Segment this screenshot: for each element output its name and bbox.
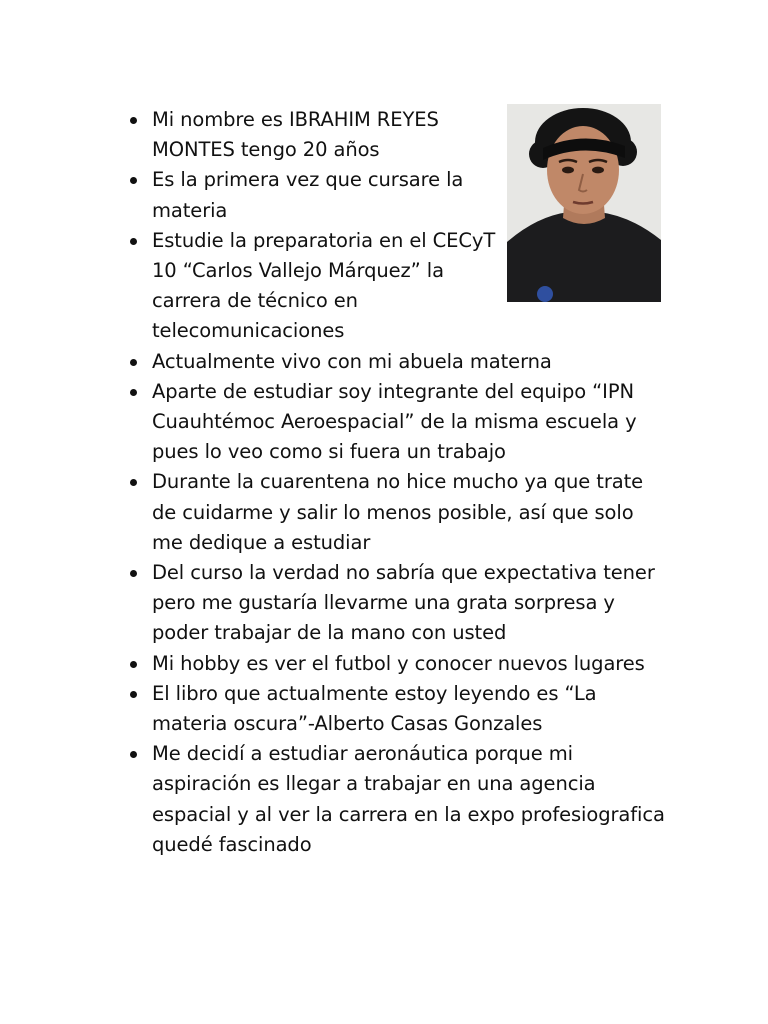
bullet-text: Actualmente vivo con mi abuela materna bbox=[152, 349, 552, 373]
bullet-item-team bbox=[152, 377, 667, 468]
bullet-text: Durante la cuarentena no hice mucho ya que trate de cuidarme y salir lo menos posible, así que solo me dedique a estudiar bbox=[152, 470, 644, 554]
bullet-text: Del curso la verdad no sabría que expectativa tener pero me gustaría llevarme una grata sorpresa y poder trabajar de la mano con usted bbox=[152, 561, 655, 645]
bullet-text: Es la primera vez que cursare la materia bbox=[152, 168, 464, 222]
bullet-dot bbox=[130, 691, 137, 698]
bullet-dot bbox=[130, 479, 137, 486]
bullet-item-aeronautics bbox=[152, 739, 667, 860]
bullet-text: Mi nombre es IBRAHIM REYES MONTES tengo 20 años bbox=[152, 108, 439, 162]
bullet-item-book bbox=[152, 679, 667, 739]
bullet-dot bbox=[130, 389, 137, 396]
profile-photo bbox=[507, 104, 661, 302]
bullet-dot bbox=[130, 117, 137, 124]
bullet-text: El libro que actualmente estoy leyendo es “La materia oscura”-Alberto Casas Gonzales bbox=[152, 681, 597, 736]
bullet-item-high-school bbox=[152, 226, 502, 347]
bullet-item-course bbox=[152, 558, 667, 649]
bullet-item-quarantine bbox=[152, 467, 667, 558]
bullet-dot bbox=[130, 177, 137, 184]
bullet-text: Me decidí a estudiar aeronáutica porque mi aspiración es llegar a trabajar en una agencia espacial y al ver la carrera en la expo profesiografica quedé fascinado bbox=[152, 742, 665, 856]
bullet-dot bbox=[130, 238, 137, 245]
bullet-item-first-time bbox=[152, 165, 502, 225]
bullet-text: Estudie la preparatoria en el CECyT 10 “Carlos Vallejo Márquez” la carrera de técnico en telecomunicaciones bbox=[152, 228, 496, 343]
bullet-text: Aparte de estudiar soy integrante del equipo “IPN Cuauhtémoc Aeroespacial” de la misma escuela y pues lo veo como si fuera un trabajo bbox=[152, 379, 637, 464]
bullet-dot bbox=[130, 661, 137, 668]
portrait-illustration bbox=[507, 104, 661, 302]
bullet-item-hobby bbox=[152, 649, 667, 679]
bullet-dot bbox=[130, 359, 137, 366]
bullet-item-living bbox=[152, 347, 667, 377]
bullet-item-name bbox=[152, 105, 502, 165]
bullet-text: Mi hobby es ver el futbol y conocer nuevos lugares bbox=[152, 651, 645, 675]
bullet-dot bbox=[130, 751, 137, 758]
bullet-dot bbox=[130, 570, 137, 577]
